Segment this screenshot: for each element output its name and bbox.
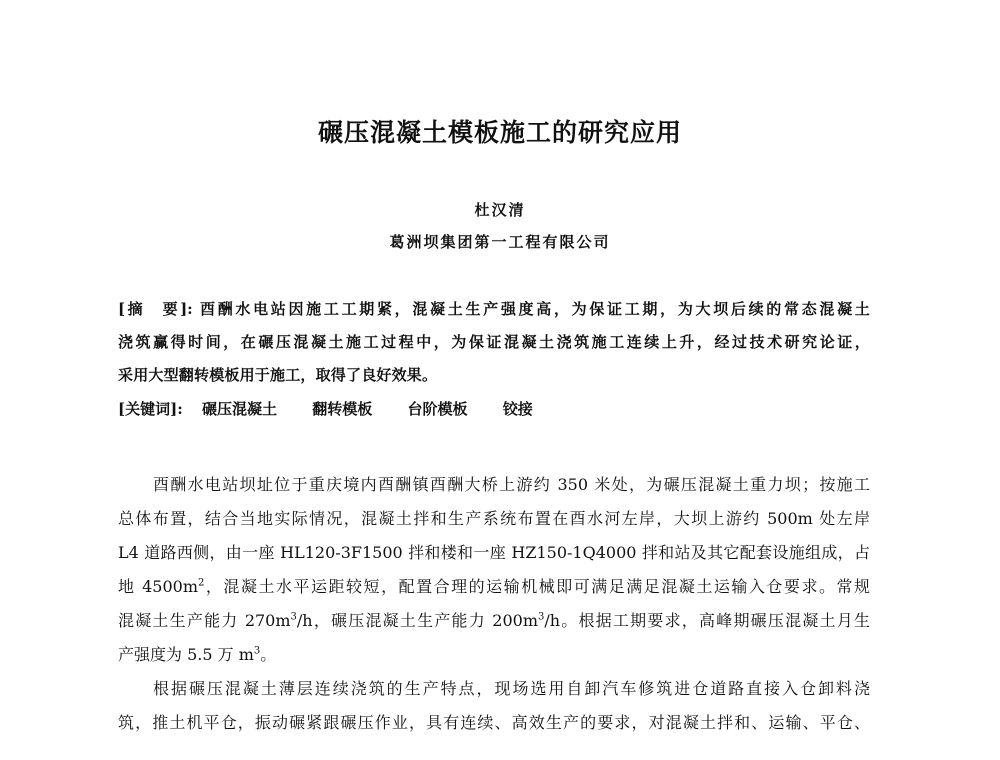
author-affiliation: 葛洲坝集团第一工程有限公司 xyxy=(389,233,611,251)
abstract-text: 酉酬水电站因施工工期紧，混凝土生产强度高，为保证工期，为大坝后续的常态混凝土 xyxy=(200,300,870,318)
text-run: 。 xyxy=(260,645,277,664)
body-text xyxy=(118,468,870,740)
keywords xyxy=(118,398,563,419)
paragraph-line: 酉酬水电站坝址位于重庆境内酉酬镇酉酬大桥上游约 350 米处，为碾压混凝土重力坝；按施工 xyxy=(153,475,870,494)
text-run: /h。根据工期要求，高峰期碾压混凝土月生 xyxy=(544,611,870,630)
paper-title: 碾压混凝土模板施工的研究应用 xyxy=(317,118,682,147)
superscript: 2 xyxy=(198,577,205,589)
text-run: ，混凝土水平运距较短，配置合理的运输机械即可满足满足混凝土运输入仓要求。常规 xyxy=(204,577,870,596)
text-run: /h，碾压混凝土生产能力 200m xyxy=(296,611,538,630)
superscript: 3 xyxy=(538,611,545,623)
text-run: 地 4500m xyxy=(118,577,199,596)
paragraph-line: 总体布置，结合当地实际情况，混凝土拌和生产系统布置在酉水河左岸，大坝上游约 500m 处左岸 xyxy=(118,509,870,528)
paragraph-line: 根据碾压混凝土薄层连续浇筑的生产特点，现场选用自卸汽车修筑进仓道路直接入仓卸料浇 xyxy=(153,679,870,698)
text-run: 产强度为 5.5 万 m xyxy=(118,645,254,664)
keyword: 碾压混凝土 xyxy=(201,400,277,418)
paragraph-line xyxy=(118,570,870,604)
text-run: 混凝土生产能力 270m xyxy=(118,611,291,630)
superscript: 3 xyxy=(290,611,297,623)
paragraph-line xyxy=(118,604,870,638)
paragraph-line xyxy=(118,638,870,672)
superscript: 3 xyxy=(253,645,261,657)
abstract-label: [摘 要]: xyxy=(118,300,193,318)
keyword: 翻转模板 xyxy=(312,400,373,418)
abstract xyxy=(118,293,870,392)
abstract-line: 浇筑赢得时间，在碾压混凝土施工过程中，为保证混凝土浇筑施工连续上升，经过技术研究论证， xyxy=(118,333,870,351)
paragraph-line: L4 道路西侧，由一座 HL120-3F1500 拌和楼和一座 HZ150-1Q4000 拌和站及其它配套设施组成，占 xyxy=(118,543,870,562)
author-name: 杜汉清 xyxy=(474,201,526,219)
keywords-label: [关键词]: xyxy=(118,400,183,418)
keyword: 铰接 xyxy=(502,400,533,418)
abstract-line: 采用大型翻转模板用于施工，取得了良好效果。 xyxy=(118,366,438,384)
keyword: 台阶模板 xyxy=(407,400,468,418)
paragraph-line: 筑，推土机平仓，振动碾紧跟碾压作业，具有连续、高效生产的要求，对混凝土拌和、运输、平仓、 xyxy=(118,713,870,732)
abstract-line xyxy=(118,293,870,326)
